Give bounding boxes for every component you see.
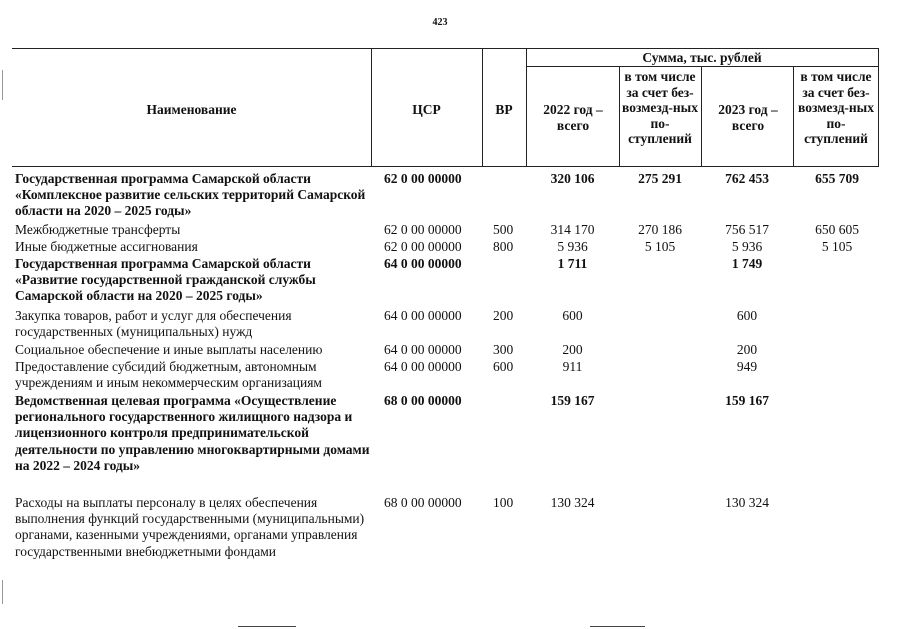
row-name: Государственная программа Самарской области «Комплексное развитие сельских территорий Самарской области на 2020 – 2025 годы» <box>15 171 366 219</box>
row-csr: 62 0 00 00000 <box>384 222 462 237</box>
row-2023: 762 453 <box>725 171 769 186</box>
header-vr: ВР <box>495 102 513 117</box>
header-2023-grants: в том числе за счет без-возмезд-ных по-ступлений <box>798 69 874 146</box>
row-csr: 68 0 00 00000 <box>384 495 462 510</box>
row-2022: 159 167 <box>550 393 595 408</box>
row-2023: 949 <box>736 359 758 374</box>
row-vr: 100 <box>493 495 514 510</box>
row-2022: 320 106 <box>550 171 595 186</box>
row-name: Закупка товаров, работ и услуг для обеспечения государственных (муниципальных) нужд <box>15 308 292 340</box>
row-2022: 1 711 <box>557 256 588 271</box>
footer-rule <box>590 626 645 627</box>
row-2022: 5 936 <box>557 239 588 254</box>
row-2022: 130 324 <box>550 495 595 510</box>
scan-margin-mark <box>2 70 3 100</box>
row-csr: 68 0 00 00000 <box>384 393 462 408</box>
row-2022: 314 170 <box>550 222 595 237</box>
row-vr: 500 <box>493 222 514 237</box>
row-csr: 62 0 00 00000 <box>384 239 462 254</box>
row-2023: 130 324 <box>725 495 769 510</box>
page-number: 423 <box>432 17 448 28</box>
divider <box>793 67 794 167</box>
header-2022-total: 2022 год – всего <box>543 102 603 133</box>
row-2023: 600 <box>736 308 758 323</box>
row-vr: 800 <box>493 239 514 254</box>
header-name: Наименование <box>146 102 237 117</box>
row-2022: 200 <box>562 342 583 357</box>
row-name: Расходы на выплаты персоналу в целях обеспечения выполнения функций государственными (муниципальными) органами, казенными учреждениями, органами управления государственными внебюджетными фондами <box>15 495 365 559</box>
row-name: Предоставление субсидий бюджетным, автономным учреждениям и иным некоммерческим организациям <box>15 359 322 391</box>
divider <box>701 67 702 167</box>
row-2023-grants: 655 709 <box>815 171 859 186</box>
row-csr: 62 0 00 00000 <box>384 171 462 186</box>
footer-rule <box>238 626 296 627</box>
header-csr: ЦСР <box>412 102 441 117</box>
row-vr: 200 <box>493 308 514 323</box>
row-csr: 64 0 00 00000 <box>384 256 462 271</box>
row-2022-grants: 5 105 <box>644 239 676 254</box>
row-2022-grants: 275 291 <box>638 171 682 186</box>
row-2023: 756 517 <box>725 222 769 237</box>
row-name: Социальное обеспечение и иные выплаты населению <box>15 342 323 357</box>
row-csr: 64 0 00 00000 <box>384 359 462 374</box>
row-csr: 64 0 00 00000 <box>384 342 462 357</box>
row-2023: 200 <box>736 342 758 357</box>
row-vr: 600 <box>493 359 514 374</box>
header-2022-grants: в том числе за счет без-возмезд-ных по-ступлений <box>622 69 698 146</box>
scan-margin-mark <box>2 580 3 604</box>
divider <box>526 66 878 67</box>
divider <box>878 48 879 167</box>
row-2022-grants: 270 186 <box>638 222 682 237</box>
header-2023-total: 2023 год – всего <box>718 102 778 133</box>
row-2023: 159 167 <box>725 393 769 408</box>
row-2023-grants: 650 605 <box>815 222 859 237</box>
row-name: Государственная программа Самарской области «Развитие государственной гражданской службы Самарской области на 2020 – 2025 годы» <box>15 256 316 304</box>
row-name: Иные бюджетные ассигнования <box>15 239 198 254</box>
divider <box>619 67 620 167</box>
row-2022: 911 <box>562 359 583 374</box>
header-sum-group: Сумма, тыс. рублей <box>642 50 762 65</box>
row-csr: 64 0 00 00000 <box>384 308 462 323</box>
row-2023-grants: 5 105 <box>821 239 853 254</box>
row-2023: 5 936 <box>731 239 763 254</box>
row-vr: 300 <box>493 342 514 357</box>
row-2023: 1 749 <box>731 256 763 271</box>
row-name: Межбюджетные трансферты <box>15 222 181 237</box>
row-2022: 600 <box>562 308 583 323</box>
row-name: Ведомственная целевая программа «Осуществление регионального государственного жилищного надзора и лицензионного контроля предпринимательской деятельности по управлению многоквартирными домами на 2022 – 2024 годы» <box>15 393 370 473</box>
